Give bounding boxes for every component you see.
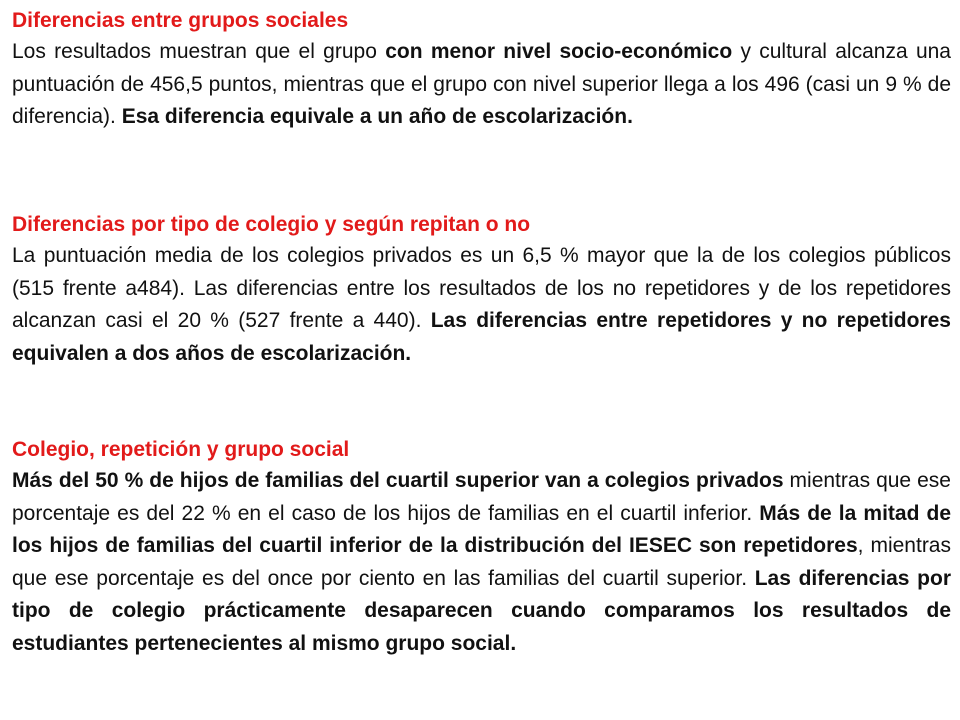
text-run: La puntuación media de los colegios privados es un 6,5 % mayor que la de los colegios públicos (515 frente a484). Las diferencias entre los resultados de los no repetidores y de los repetidores alcanzan casi el 20 % (527 frente a 440). xyxy=(12,244,951,332)
text-run-bold: Más del 50 % de hijos de familias del cuartil superior van a colegios privados xyxy=(12,469,784,492)
section-tipo-colegio xyxy=(12,210,951,370)
text-run: mientras que ese porcentaje es del 22 % en el caso de los hijos de familias en el cuartil inferior. xyxy=(12,469,951,525)
text-run-bold: con menor nivel socio-económico xyxy=(385,40,733,63)
section-colegio-repeticion xyxy=(12,435,951,660)
text-run-bold: Las diferencias por tipo de colegio prácticamente desaparecen cuando comparamos los resultados de estudiantes pertenecientes al mismo grupo social. xyxy=(12,566,951,655)
section-heading: Diferencias por tipo de colegio y según repitan o no xyxy=(12,213,531,236)
text-run: y cultural alcanza una puntuación de 456,5 puntos, mientras que el grupo con nivel superior llega a los 496 (casi un 9 % de diferencia). xyxy=(12,40,951,128)
section-grupos-sociales xyxy=(12,6,951,134)
text-run-bold: Esa diferencia equivale a un año de escolarización. xyxy=(121,105,633,128)
section-paragraph xyxy=(12,240,951,370)
text-run-bold: Las diferencias entre repetidores y no repetidores equivalen a dos años de escolarización. xyxy=(12,309,951,365)
text-run: , mientras que ese porcentaje es del once por ciento en las familias del cuartil superior. xyxy=(12,534,951,590)
text-run: Los resultados muestran que el grupo xyxy=(12,40,386,63)
section-paragraph xyxy=(12,36,951,134)
section-heading: Diferencias entre grupos sociales xyxy=(12,9,349,32)
text-run-bold: Más de la mitad de los hijos de familias del cuartil inferior de la distribución del IESEC son repetidores xyxy=(12,501,951,557)
section-paragraph xyxy=(12,465,951,660)
section-heading: Colegio, repetición y grupo social xyxy=(12,438,350,461)
